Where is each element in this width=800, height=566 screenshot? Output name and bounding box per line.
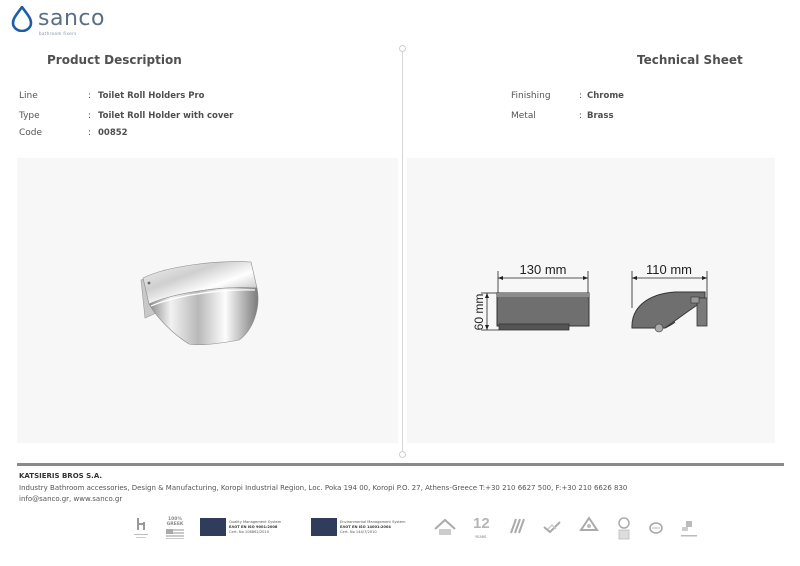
- height-label: 60 mm: [472, 293, 486, 331]
- spec-value: Toilet Roll Holder with cover: [98, 111, 234, 121]
- greek-badge-text: 100% GREEK: [166, 517, 184, 527]
- years-number: 12: [473, 515, 490, 532]
- spec-value: Brass: [587, 111, 614, 121]
- depth-label: 110 mm: [646, 262, 692, 277]
- center-divider: [402, 49, 403, 455]
- hotel-icon: [132, 515, 150, 541]
- years-badge: [472, 515, 492, 541]
- front-view-body: [497, 293, 589, 326]
- years-caption: YEARS: [475, 535, 487, 539]
- dimension-drawing: [407, 158, 775, 443]
- product-image-panel: [17, 158, 398, 443]
- divider-top-dot: [399, 45, 406, 52]
- nano-icon: [678, 515, 700, 541]
- spec-label: Code: [19, 128, 43, 138]
- eu-flag-icon: [311, 518, 337, 536]
- house-icon: [432, 515, 458, 539]
- technical-drawing-panel: [407, 158, 775, 443]
- brand-name: sanco: [38, 6, 105, 31]
- water-drop-icon: [11, 6, 33, 32]
- recycle-icon: [578, 515, 600, 539]
- company-name: KATSIERIS BROS S.A.: [19, 472, 103, 480]
- company-address: Industry Bathroom accessories, Design & Manufacturing, Koropi Industrial Region, Loc. Poka 194 00, Koropi P.O. 27, Athens-Greece T:+30 210 6627 500, F:+30 210 6626 830: [19, 484, 628, 492]
- iso-9001-line1: Quality Management System: [229, 520, 282, 524]
- iso-14001-badge: [311, 518, 417, 540]
- spec-label: Type: [19, 111, 40, 121]
- arrow-icon: [498, 276, 503, 280]
- front-view-base: [499, 324, 569, 330]
- iso-14001-line3: Cert. No 144/7/2010: [340, 530, 377, 534]
- brand-tagline: bathroom fixers: [39, 31, 77, 36]
- iso-14001-line2: ΕΛΟΤ EN ISO 14001:2004: [340, 525, 391, 529]
- toilet-roll-holder-image: [17, 158, 398, 443]
- company-contact: info@sanco.gr, www.sanco.gr: [19, 495, 123, 503]
- technical-sheet-title: Technical Sheet: [637, 53, 743, 67]
- spec-value: Chrome: [587, 91, 624, 101]
- iso-14001-line1: Environmental Management System: [340, 520, 406, 524]
- spec-label: Metal: [511, 111, 536, 121]
- greek-badge: [164, 515, 186, 541]
- spec-label: Finishing: [511, 91, 551, 101]
- spec-colon: :: [88, 91, 92, 101]
- spec-label: Line: [19, 91, 38, 101]
- leaf-icon: [646, 515, 666, 541]
- greek-flag-icon: [166, 529, 184, 539]
- iso-9001-line3: Cert. No 108862/2010: [229, 530, 269, 534]
- spec-colon: :: [579, 91, 583, 101]
- brand-logo: [11, 4, 111, 36]
- side-view-roller: [655, 324, 663, 332]
- iso-9001-badge: [200, 518, 306, 540]
- lightbulb-icon: [614, 515, 634, 543]
- check-icon: [540, 515, 564, 539]
- spec-value: Toilet Roll Holders Pro: [98, 91, 205, 101]
- stripes-icon: [506, 515, 528, 539]
- width-label: 130 mm: [519, 262, 567, 277]
- arrow-icon: [583, 276, 588, 280]
- spec-colon: :: [88, 111, 92, 121]
- spec-colon: :: [579, 111, 583, 121]
- spec-value: 00852: [98, 128, 128, 138]
- footer-rule: [17, 463, 784, 466]
- divider-bottom-dot: [399, 451, 406, 458]
- spec-colon: :: [88, 128, 92, 138]
- product-description-title: Product Description: [47, 53, 182, 67]
- arrow-icon: [702, 276, 707, 280]
- eu-flag-icon: [200, 518, 226, 536]
- arrow-icon: [632, 276, 637, 280]
- front-view-highlight: [497, 293, 589, 297]
- side-view-hinge: [691, 297, 699, 303]
- iso-9001-line2: ΕΛΟΤ EN ISO 9001:2008: [229, 525, 278, 529]
